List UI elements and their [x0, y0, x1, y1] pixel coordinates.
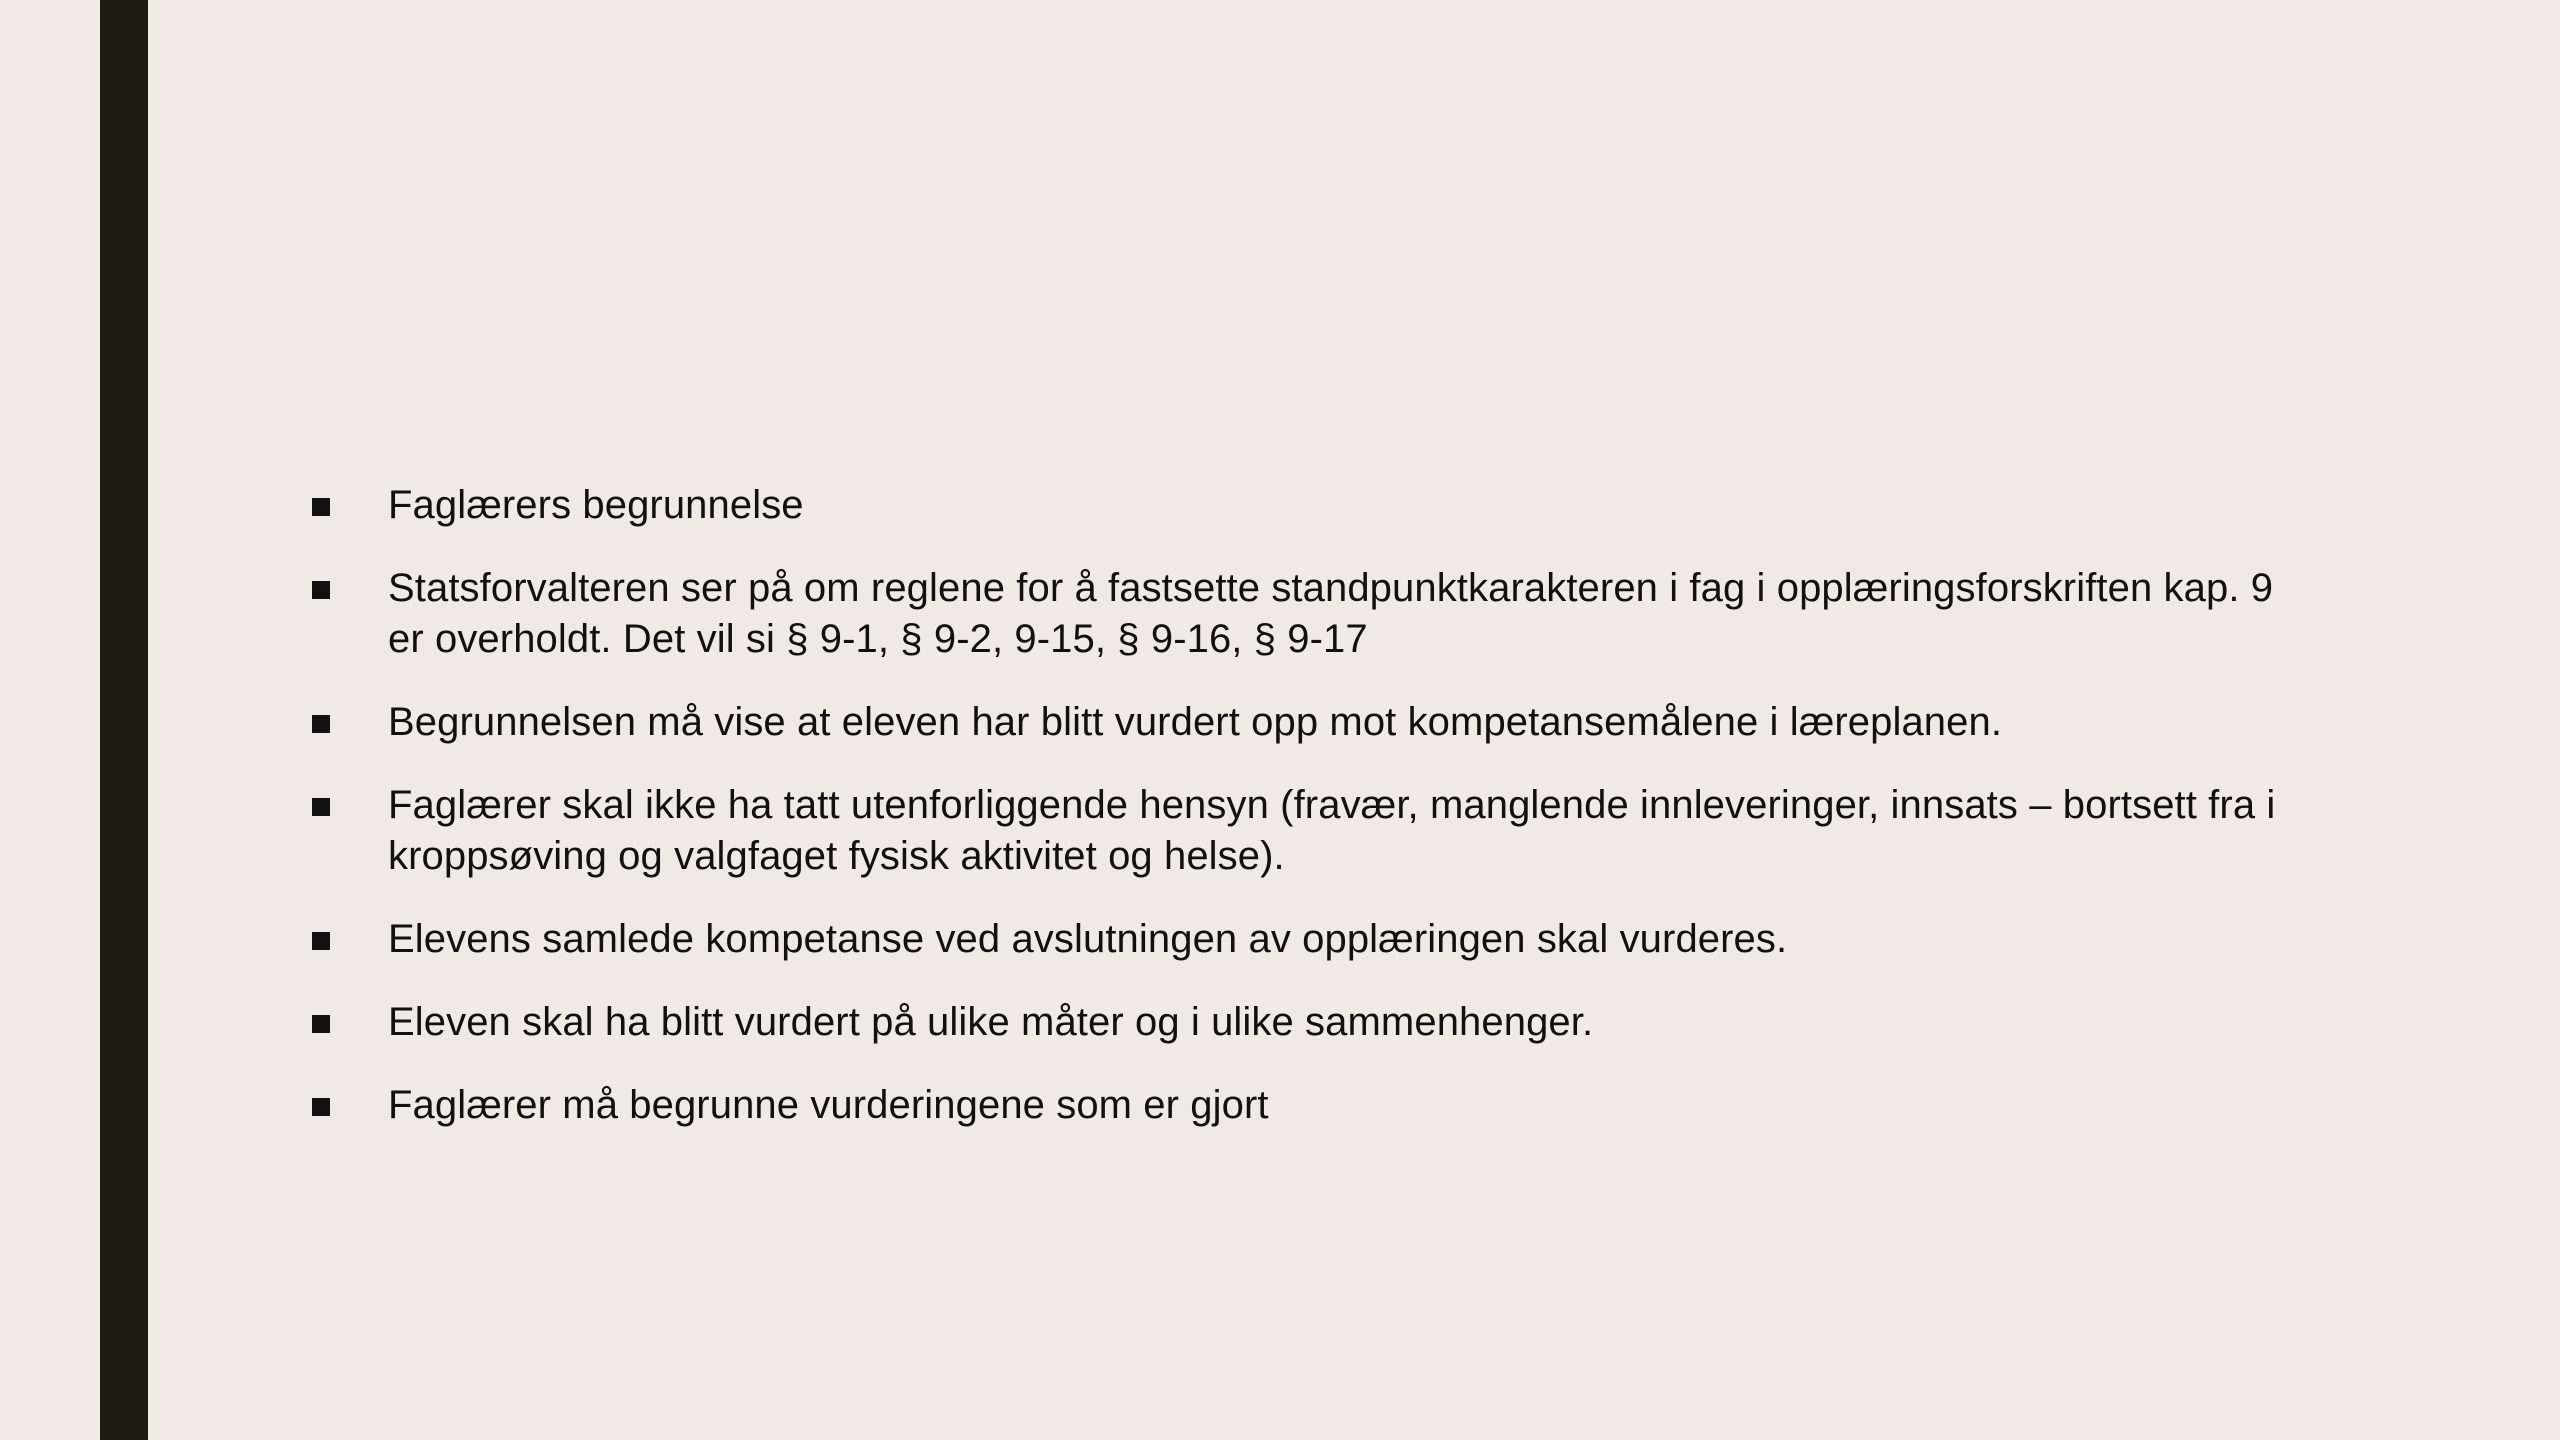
square-bullet-icon: [312, 581, 330, 599]
square-bullet-icon: [312, 1098, 330, 1116]
bullet-text: Elevens samlede kompetanse ved avslutningen av opplæringen skal vurderes.: [388, 917, 1788, 961]
bullet-text: Faglærer skal ikke ha tatt utenforliggende hensyn (fravær, manglende innleveringer, innsats – bortsett fra i kroppsøving og valgfaget fysisk aktivitet og helse).: [388, 783, 2276, 878]
bullet-text: Faglærers begrunnelse: [388, 483, 804, 527]
bullet-item: [300, 1080, 2280, 1131]
bullet-item: [300, 914, 2280, 965]
square-bullet-icon: [312, 1015, 330, 1033]
bullet-text: Statsforvalteren ser på om reglene for å fastsette standpunktkarakteren i fag i opplæringsforskriften kap. 9 er overholdt. Det vil si § 9-1, § 9-2, 9-15, § 9-16, § 9-17: [388, 566, 2274, 661]
bullet-item: [300, 697, 2280, 748]
bullet-item: [300, 997, 2280, 1048]
square-bullet-icon: [312, 798, 330, 816]
accent-bar: [100, 0, 148, 1440]
bullet-text: Eleven skal ha blitt vurdert på ulike måter og i ulike sammenhenger.: [388, 1000, 1594, 1044]
bullet-item: [300, 780, 2280, 882]
square-bullet-icon: [312, 715, 330, 733]
bullet-item: [300, 480, 2280, 531]
bullet-text: Begrunnelsen må vise at eleven har blitt vurdert opp mot kompetansemålene i læreplanen.: [388, 700, 2003, 744]
bullet-list: [300, 480, 2280, 1163]
square-bullet-icon: [312, 932, 330, 950]
bullet-item: [300, 563, 2280, 665]
square-bullet-icon: [312, 498, 330, 516]
bullet-text: Faglærer må begrunne vurderingene som er gjort: [388, 1083, 1269, 1127]
